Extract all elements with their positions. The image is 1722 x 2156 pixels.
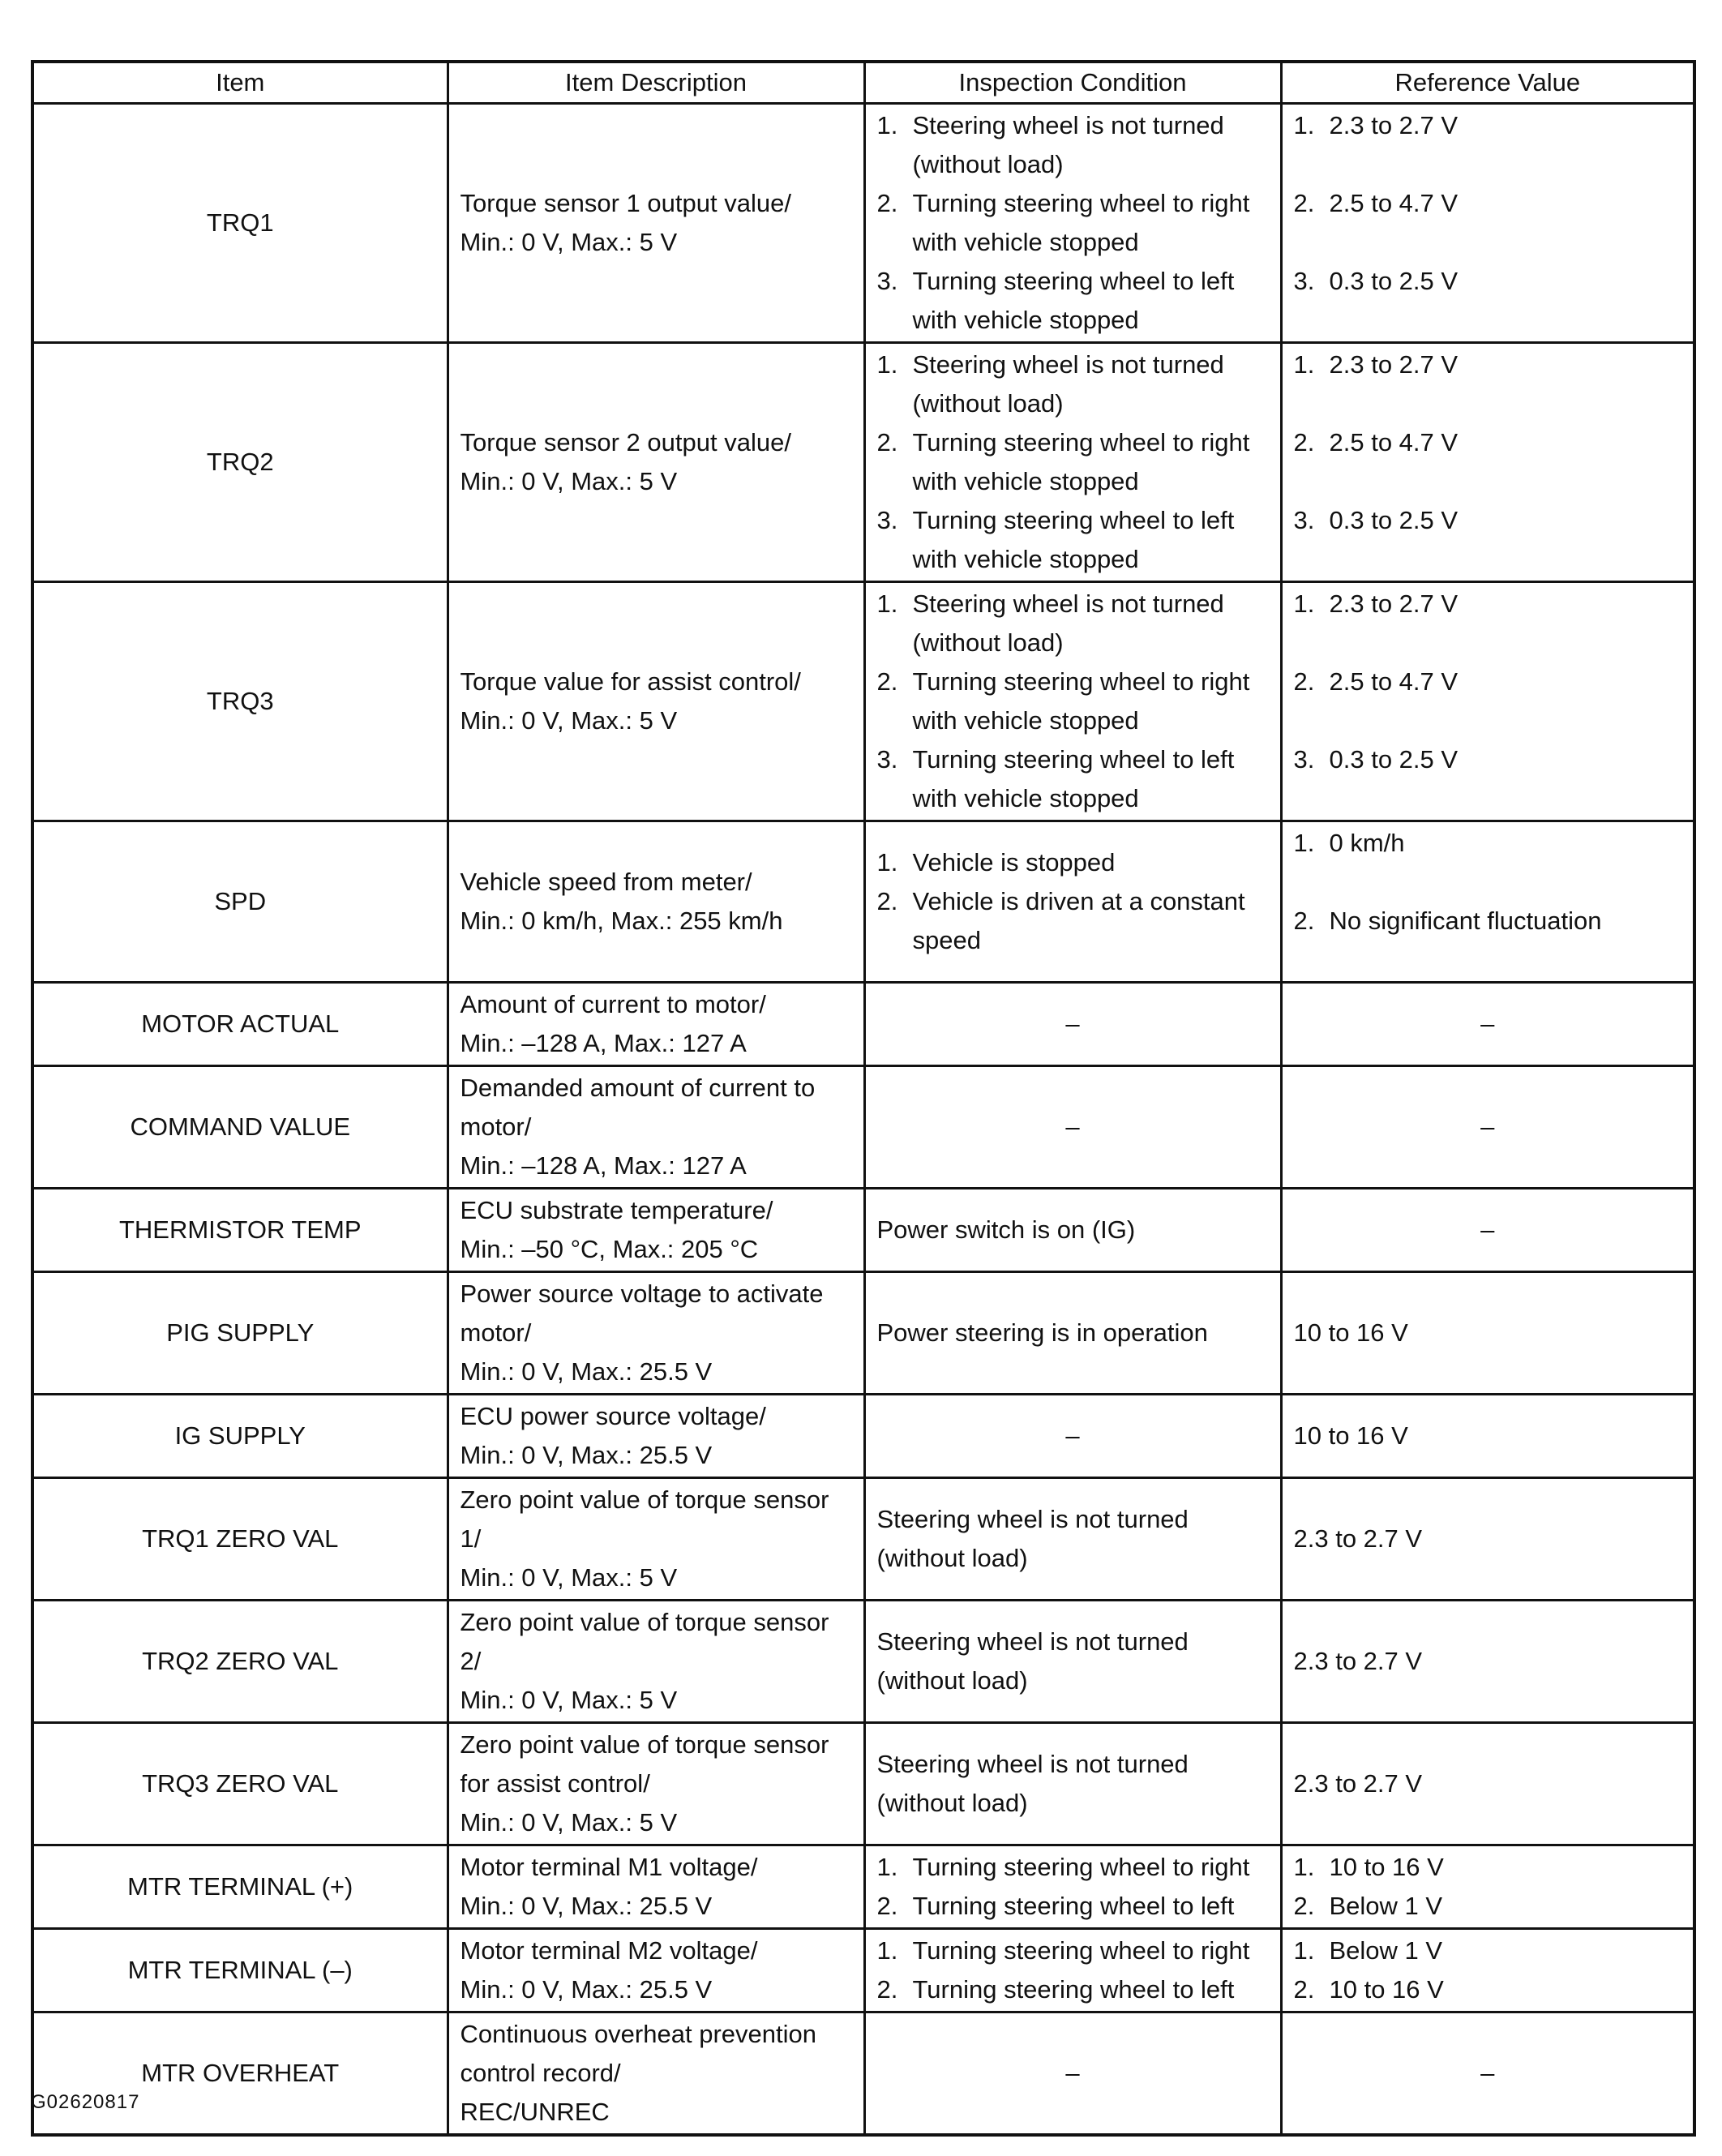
list-text: Vehicle is driven at a constant speed [912,887,1245,954]
list-item [877,585,1269,662]
item-cell: TRQ3 [32,582,448,821]
list-number: 1. [1293,589,1315,618]
description-cell [448,2012,864,2136]
header-row [32,62,1694,104]
table-row [32,1066,1694,1189]
item-cell: PIG SUPPLY [32,1272,448,1395]
description-cell [448,1929,864,2012]
description-cell [448,1601,864,1723]
list-item [1294,423,1682,501]
description-line: Min.: 0 V, Max.: 25.5 V [460,1357,713,1386]
condition-list [877,106,1269,340]
description-line: Demanded amount of current to motor/ [460,1074,816,1141]
list-number: 1. [1293,350,1315,379]
list-text: 2.3 to 2.7 V [1329,111,1459,139]
list-text: 2.5 to 4.7 V [1329,189,1459,217]
description-cell [448,1845,864,1929]
table-row [32,2012,1694,2136]
list-item [877,740,1269,818]
list-item [877,1970,1269,2009]
list-item [1294,106,1682,184]
table-row [32,343,1694,582]
list-number: 2. [876,1892,898,1920]
description-line: Torque sensor 1 output value/ [460,189,791,217]
description-line: Min.: 0 V, Max.: 25.5 V [460,1892,713,1920]
reference-value-cell: – [1281,2012,1694,2136]
reference-value-cell: 10 to 16 V [1281,1272,1694,1395]
list-number: 3. [1293,745,1315,774]
description-line: Torque sensor 2 output value/ [460,428,791,456]
description-line: Vehicle speed from meter/ [460,868,752,896]
description-line: Zero point value of torque sensor 1/ [460,1485,829,1553]
list-item [1294,1970,1682,2009]
description-line: Power source voltage to activate motor/ [460,1279,824,1347]
condition-list [877,843,1269,960]
inspection-condition-cell: – [864,983,1281,1066]
list-number: 2. [876,667,898,696]
description-cell [448,1272,864,1395]
inspection-condition-cell: Power switch is on (IG) [864,1189,1281,1272]
item-cell: TRQ2 ZERO VAL [32,1601,448,1723]
list-text: Steering wheel is not turned (without load) [912,111,1224,178]
list-item [877,1931,1269,1970]
list-item [877,843,1269,882]
description-line: REC/UNREC [460,2098,610,2126]
list-text: Below 1 V [1329,1936,1443,1965]
list-number: 1. [1293,111,1315,139]
list-number: 1. [1293,1853,1315,1881]
description-line: Min.: –128 A, Max.: 127 A [460,1029,747,1057]
inspection-condition-cell [864,821,1281,983]
description-cell [448,821,864,983]
reference-list [1294,106,1682,340]
item-cell: THERMISTOR TEMP [32,1189,448,1272]
reference-value-cell: 10 to 16 V [1281,1395,1694,1478]
inspection-condition-cell [864,343,1281,582]
inspection-condition-cell [864,1845,1281,1929]
list-text: Turning steering wheel to right with vehicle stopped [912,428,1250,495]
reference-value-cell [1281,343,1694,582]
list-number: 3. [876,745,898,774]
list-item [1294,1887,1682,1926]
description-line: Motor terminal M1 voltage/ [460,1853,758,1881]
reference-value-cell: 2.3 to 2.7 V [1281,1478,1694,1601]
list-number: 2. [1293,428,1315,456]
list-number: 1. [876,1936,898,1965]
list-text: Steering wheel is not turned (without load) [912,350,1224,418]
list-number: 2. [876,189,898,217]
list-number: 1. [876,350,898,379]
description-line: ECU power source voltage/ [460,1402,766,1430]
list-text: Turning steering wheel to left with vehicle stopped [912,267,1235,334]
description-line: Min.: 0 V, Max.: 25.5 V [460,1441,713,1469]
figure-id: G02620817 [31,2091,140,2113]
list-text: Below 1 V [1329,1892,1443,1920]
list-number: 3. [876,267,898,295]
reference-value-cell: 2.3 to 2.7 V [1281,1723,1694,1845]
list-item [1294,501,1682,579]
reference-value-cell: 2.3 to 2.7 V [1281,1601,1694,1723]
description-cell [448,104,864,343]
inspection-condition-cell: – [864,1395,1281,1478]
list-number: 2. [876,1975,898,2004]
description-line: ECU substrate temperature/ [460,1196,773,1224]
description-line: Min.: 0 V, Max.: 5 V [460,1686,678,1714]
condition-list [877,585,1269,818]
list-item [877,1848,1269,1887]
description-cell [448,1395,864,1478]
list-text: 2.3 to 2.7 V [1329,350,1459,379]
list-item [1294,1848,1682,1887]
reference-list [1294,585,1682,818]
reference-value-cell [1281,582,1694,821]
list-text: Vehicle is stopped [912,848,1116,877]
description-line: Min.: –128 A, Max.: 127 A [460,1151,747,1180]
description-line: Min.: 0 V, Max.: 25.5 V [460,1975,713,2004]
list-text: 10 to 16 V [1329,1853,1444,1881]
data-list-table-container [31,60,1693,2137]
item-cell: MOTOR ACTUAL [32,983,448,1066]
inspection-condition-cell: – [864,1066,1281,1189]
list-number: 1. [876,589,898,618]
list-text: 0.3 to 2.5 V [1329,267,1459,295]
reference-value-cell [1281,104,1694,343]
list-number: 1. [876,1853,898,1881]
list-text: Turning steering wheel to right with vehicle stopped [912,667,1250,735]
item-cell: TRQ2 [32,343,448,582]
reference-value-cell: – [1281,983,1694,1066]
description-line: Min.: 0 km/h, Max.: 255 km/h [460,907,783,935]
list-text: 10 to 16 V [1329,1975,1444,2004]
description-line: Continuous overheat prevention control record/ [460,2020,816,2087]
list-number: 1. [1293,829,1315,857]
list-number: 3. [1293,506,1315,534]
description-line: Min.: 0 V, Max.: 5 V [460,467,678,495]
description-line: Min.: 0 V, Max.: 5 V [460,228,678,256]
list-text: 2.5 to 4.7 V [1329,667,1459,696]
description-line: Min.: 0 V, Max.: 5 V [460,1808,678,1837]
list-text: 0.3 to 2.5 V [1329,745,1459,774]
list-number: 2. [876,428,898,456]
item-cell: MTR TERMINAL (+) [32,1845,448,1929]
condition-list [877,1848,1269,1926]
list-item [1294,585,1682,662]
list-item [877,106,1269,184]
header-item-description: Item Description [448,62,864,104]
reference-value-cell [1281,1929,1694,2012]
description-line: Motor terminal M2 voltage/ [460,1936,758,1965]
reference-value-cell [1281,1845,1694,1929]
list-text: Turning steering wheel to left with vehicle stopped [912,506,1235,573]
description-line: Min.: 0 V, Max.: 5 V [460,706,678,735]
list-item [877,662,1269,740]
table-row [32,983,1694,1066]
inspection-condition-cell: Steering wheel is not turned (without load) [864,1723,1281,1845]
header-item: Item [32,62,448,104]
list-item [877,1887,1269,1926]
list-text: No significant fluctuation [1329,907,1602,935]
table-row [32,1723,1694,1845]
header-inspection-condition: Inspection Condition [864,62,1281,104]
list-number: 2. [1293,189,1315,217]
header-reference-value: Reference Value [1281,62,1694,104]
list-text: Turning steering wheel to right with vehicle stopped [912,189,1250,256]
description-cell [448,1066,864,1189]
list-text: Turning steering wheel to right [912,1853,1250,1881]
list-item [1294,262,1682,340]
table-row [32,1845,1694,1929]
item-cell: TRQ1 [32,104,448,343]
list-item [1294,902,1682,979]
item-cell: MTR TERMINAL (–) [32,1929,448,2012]
list-item [1294,184,1682,262]
list-text: Steering wheel is not turned (without load) [912,589,1224,657]
table-row [32,821,1694,983]
item-cell: MTR OVERHEAT [32,2012,448,2136]
reference-value-cell [1281,821,1694,983]
condition-list [877,345,1269,579]
item-cell: TRQ1 ZERO VAL [32,1478,448,1601]
description-cell [448,1189,864,1272]
table-row [32,1929,1694,2012]
list-number: 2. [1293,1975,1315,2004]
list-text: 2.5 to 4.7 V [1329,428,1459,456]
list-text: Turning steering wheel to left [912,1892,1235,1920]
list-number: 2. [1293,1892,1315,1920]
data-list-table [31,60,1696,2137]
list-item [1294,662,1682,740]
reference-list [1294,345,1682,579]
description-cell [448,1723,864,1845]
list-text: 0 km/h [1329,829,1405,857]
description-cell [448,983,864,1066]
table-row [32,1478,1694,1601]
table-row [32,104,1694,343]
inspection-condition-cell: – [864,2012,1281,2136]
list-item [877,184,1269,262]
list-number: 3. [876,506,898,534]
list-item [1294,824,1682,902]
reference-list [1294,1848,1682,1926]
list-item [877,423,1269,501]
table-row [32,1601,1694,1723]
reference-value-cell: – [1281,1066,1694,1189]
list-text: Turning steering wheel to left [912,1975,1235,2004]
table-row [32,1272,1694,1395]
description-line: Min.: –50 °C, Max.: 205 °C [460,1235,759,1263]
reference-value-cell: – [1281,1189,1694,1272]
description-line: Torque value for assist control/ [460,667,801,696]
inspection-condition-cell: Power steering is in operation [864,1272,1281,1395]
list-number: 2. [876,887,898,915]
description-line: Zero point value of torque sensor for assist control/ [460,1730,829,1798]
list-item [877,345,1269,423]
description-cell [448,1478,864,1601]
list-number: 1. [876,848,898,877]
description-cell [448,582,864,821]
description-line: Amount of current to motor/ [460,990,766,1018]
inspection-condition-cell: Steering wheel is not turned (without load) [864,1478,1281,1601]
inspection-condition-cell [864,582,1281,821]
item-cell: IG SUPPLY [32,1395,448,1478]
list-item [877,882,1269,960]
table-body [32,104,1694,2136]
list-number: 1. [1293,1936,1315,1965]
list-number: 2. [1293,667,1315,696]
list-text: Turning steering wheel to left with vehicle stopped [912,745,1235,812]
list-item [1294,740,1682,818]
list-text: 0.3 to 2.5 V [1329,506,1459,534]
list-text: Turning steering wheel to right [912,1936,1250,1965]
item-cell: TRQ3 ZERO VAL [32,1723,448,1845]
description-line: Zero point value of torque sensor 2/ [460,1608,829,1675]
condition-list [877,1931,1269,2009]
list-number: 3. [1293,267,1315,295]
inspection-condition-cell [864,1929,1281,2012]
inspection-condition-cell [864,104,1281,343]
list-item [877,262,1269,340]
inspection-condition-cell: Steering wheel is not turned (without load) [864,1601,1281,1723]
table-row [32,1189,1694,1272]
description-line: Min.: 0 V, Max.: 5 V [460,1563,678,1592]
list-number: 2. [1293,907,1315,935]
item-cell: COMMAND VALUE [32,1066,448,1189]
list-item [1294,345,1682,423]
description-cell [448,343,864,582]
item-cell: SPD [32,821,448,983]
table-row [32,1395,1694,1478]
reference-list [1294,824,1682,979]
list-item [1294,1931,1682,1970]
list-number: 1. [876,111,898,139]
list-item [877,501,1269,579]
reference-list [1294,1931,1682,2009]
list-text: 2.3 to 2.7 V [1329,589,1459,618]
table-row [32,582,1694,821]
